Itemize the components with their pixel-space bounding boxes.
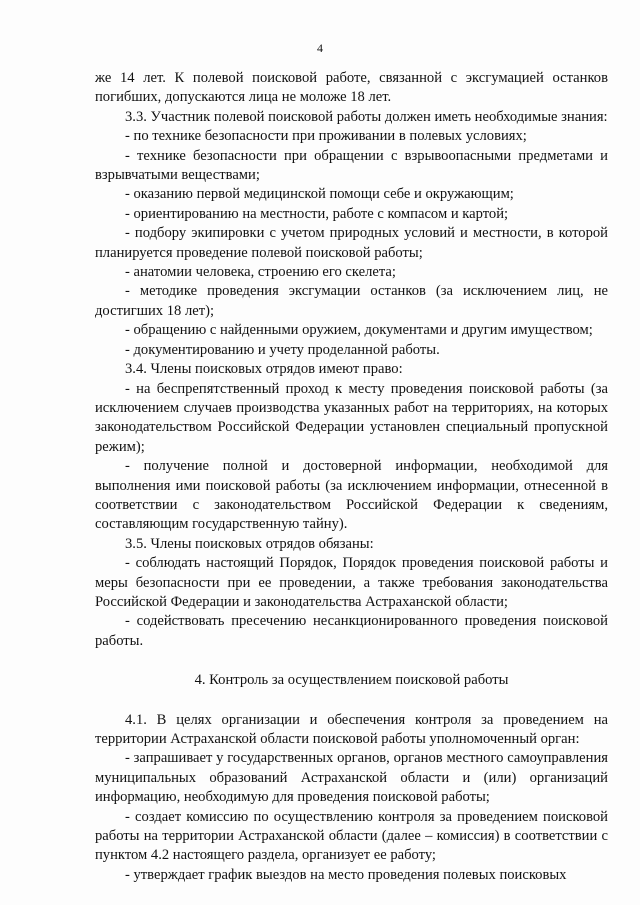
clause-3-3: 3.3. Участник полевой поисковой работы должен иметь необходимые знания:: [125, 108, 608, 125]
page-number: 4: [317, 41, 323, 55]
clause-4-1: 4.1. В целях организации и обеспечения контроля за проведением на территории Астраханской области поисковой работы уполномоченный орган:: [95, 711, 608, 747]
list-item: - ориентированию на местности, работе с компасом и картой;: [125, 205, 509, 222]
list-item: - технике безопасности при обращении с взрывоопасными предметами и взрывчатыми веществами;: [95, 147, 608, 184]
clause-3-4: 3.4. Члены поисковых отрядов имеют право:: [125, 361, 403, 378]
section-heading: 4. Контроль за осуществлением поисковой работы: [194, 672, 509, 689]
list-item: - содействовать пресечению несанкционированного проведения поисковой работы.: [95, 613, 608, 649]
list-item: - соблюдать настоящий Порядок, Порядок проведения поисковой работы и меры безопасности при ее проведении, а также требования законодательства Российской Федерации и законодательства Астраханской области;: [95, 555, 608, 610]
list-item: - оказанию первой медицинской помощи себе и окружающим;: [125, 186, 514, 203]
list-item: - методике проведения эксгумации останков (за исключением лиц, не достигших 18 лет);: [95, 283, 608, 319]
list-item: - создает комиссию по осуществлению контроля за проведением поисковой работы на территории Астраханской области (далее – комиссия) в соответствии с пунктом 4.2 настоящего раздела, организует ее работу;: [95, 808, 608, 864]
list-item: - обращению с найденными оружием, документами и другим имуществом;: [125, 322, 593, 339]
list-item: - утверждает график выездов на место проведения полевых поисковых: [125, 866, 567, 883]
document-body: [95, 69, 608, 885]
list-item: - получение полной и достоверной информации, необходимой для выполнения ими поисковой работы (за исключением информации, отнесенной в соответствии с законодательством Российской Федерации к сведениям, составляющим государственную тайну).: [95, 458, 608, 533]
list-item: - на беспрепятственный проход к месту проведения поисковой работы (за исключением случаев производства указанных работ на территориях, на которых законодательством Российской Федерации установлен специальный пропускной режим);: [95, 380, 608, 455]
list-item: - анатомии человека, строению его скелета;: [125, 264, 396, 281]
clause-3-5: 3.5. Члены поисковых отрядов обязаны:: [125, 535, 374, 552]
list-item: - по технике безопасности при проживании в полевых условиях;: [125, 128, 527, 145]
paragraph-continuation: же 14 лет. К полевой поисковой работе, связанной с эксгумацией останков погибших, допускаются лица не моложе 18 лет.: [95, 70, 608, 106]
list-item: - подбору экипировки с учетом природных условий и местности, в которой планируется проведение полевой поисковой работы;: [95, 225, 608, 261]
list-item: - документированию и учету проделанной работы.: [125, 341, 440, 358]
list-item: - запрашивает у государственных органов, органов местного самоуправления муниципальных образований Астраханской области и (или) организаций информацию, необходимую для проведения поисковой работы;: [95, 750, 608, 806]
